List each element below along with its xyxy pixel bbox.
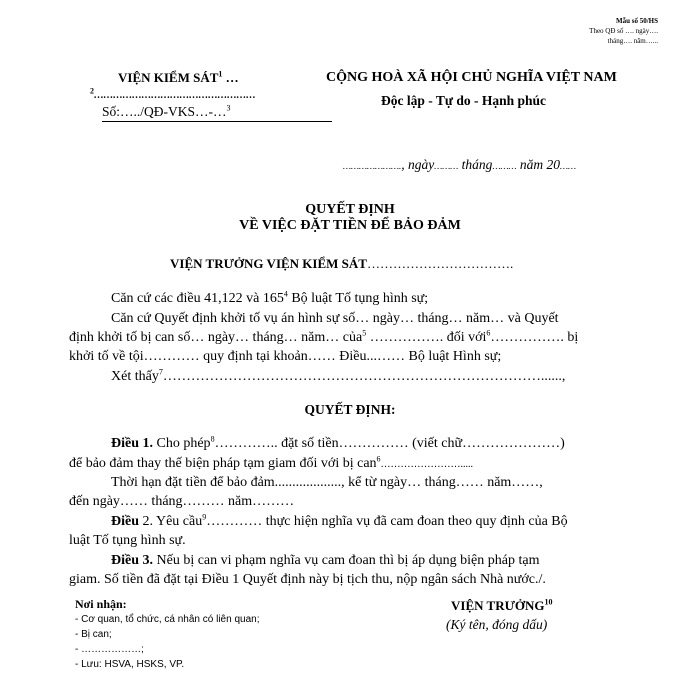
article-1-line-2: để bảo đảm thay thế biện pháp tạm giam đối với bị can$^6$…………………….....: [69, 454, 474, 471]
signatory-title: VIỆN TRƯỞNG$^{10}$: [451, 597, 553, 613]
date-line: …………………., ngày……… tháng……… năm 20……: [343, 157, 576, 172]
agency-name: VIỆN KIỂM SÁT$^1$ …: [118, 69, 239, 85]
document-subject: VỀ VIỆC ĐẶT TIỀN ĐỂ BẢO ĐẢM: [239, 218, 461, 233]
form-number: Mẫu số 50/HS: [615, 17, 658, 25]
basis-paragraph-2-line-2: định khởi tố bị can số… ngày… tháng… năm… của$^5$ ……………. đối với$^6$……………. bị: [69, 328, 579, 345]
recipient-item: - Bị can;: [75, 629, 112, 640]
form-basis-date: tháng…. năm…...: [607, 37, 658, 45]
basis-paragraph-2-line-3: khởi tố về tội………… quy định tại khoản…… Điều...…… Bộ luật Hình sự;: [69, 349, 502, 364]
signature-note: (Ký tên, đóng dấu): [446, 617, 548, 632]
basis-paragraph-3: Xét thấy$^7$………………………………………………………………………......,: [111, 367, 566, 384]
article-2-line-1: Điều 2. Yêu cầu$^9$………… thực hiện nghĩa vụ đã cam đoan theo quy định của Bộ: [111, 512, 568, 529]
issuing-authority: VIỆN TRƯỞNG VIỆN KIỂM SÁT…………………………….: [170, 256, 514, 271]
document-title: QUYẾT ĐỊNH: [305, 202, 395, 217]
document-number: Số:…../QĐ-VKS…-…$^3$: [102, 104, 332, 122]
article-1-line-4: đến ngày…… tháng……… năm………: [69, 494, 295, 509]
basis-paragraph-1: Căn cứ các điều 41,122 và $165^4$ Bộ luật Tố tụng hình sự;: [111, 289, 429, 306]
form-basis: Theo QĐ số …. ngày….: [589, 27, 658, 35]
article-3-line-1: Điều 3. Nếu bị can vi phạm nghĩa vụ cam đoan thì bị áp dụng biện pháp tạm: [111, 553, 540, 568]
national-motto: Độc lập - Tự do - Hạnh phúc: [381, 93, 547, 108]
form-code: [589, 16, 658, 46]
recipient-item: - Cơ quan, tổ chức, cá nhân có liên quan;: [75, 614, 260, 625]
article-3-line-2: giam. Số tiền đã đặt tại Điều 1 Quyết định này bị tịch thu, nộp ngân sách Nhà nước./.: [69, 572, 546, 587]
article-1-line-3: Thời hạn đặt tiền để bảo đảm..................., kể từ ngày… tháng…… năm……,: [111, 475, 543, 490]
recipients-title: Nơi nhận:: [75, 597, 127, 611]
decision-heading: QUYẾT ĐỊNH:: [304, 402, 396, 417]
basis-paragraph-2-line-1: Căn cứ Quyết định khởi tố vụ án hình sự số… ngày… tháng… năm… và Quyết: [111, 311, 559, 326]
recipient-item: - Lưu: HSVA, HSKS, VP.: [75, 659, 185, 670]
recipient-item: - ………………;: [75, 644, 144, 655]
article-1-line-1: Điều 1. Cho phép$^8$………….. đặt số tiền…………… (viết chữ…………………): [111, 434, 565, 451]
article-2-line-2: luật Tố tụng hình sự.: [69, 533, 186, 548]
national-title: CỘNG HOÀ XÃ HỘI CHỦ NGHĨA VIỆT NAM: [326, 70, 617, 85]
agency-subline: $^2$……………………………………………: [90, 86, 255, 101]
